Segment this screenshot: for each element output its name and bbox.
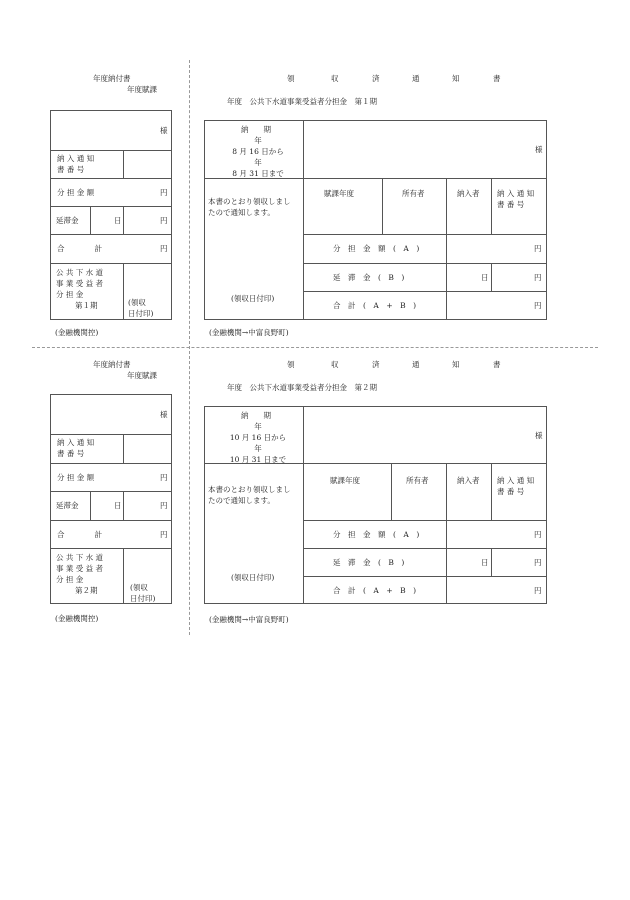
row-share-yen: 円 — [534, 530, 542, 539]
stub-delay-label: 延滞金 — [56, 216, 79, 225]
stub-project-label: 公 共 下 水 道 事 業 受 益 者 分 担 金 — [56, 268, 104, 299]
notice-title-char: 収 — [331, 74, 339, 83]
stub-sama: 様 — [160, 410, 168, 419]
stub-delay-day: 日 — [114, 216, 122, 225]
stub-share-yen: 円 — [160, 473, 168, 482]
row-total-yen: 円 — [534, 586, 542, 595]
notice-deadline-label: 納 期 — [241, 125, 271, 134]
row-delay: 延 滞 金 ( B ) — [333, 273, 405, 282]
row-share-amount: 分 担 金 額 ( A ) — [333, 244, 420, 253]
stub-total-label: 合 計 — [57, 530, 102, 539]
notice-title-char: 知 — [452, 360, 460, 369]
notice-sama: 様 — [535, 145, 543, 154]
notice-footer: (金融機関→中富良野町) — [209, 328, 289, 337]
stub-notice-number-label: 納 入 通 知 書 番 号 — [57, 154, 95, 174]
stub-period-label: 第１期 — [75, 301, 98, 310]
stub-receipt-stamp-label: (領収 日付印) — [130, 583, 156, 603]
col-payer: 納入者 — [457, 189, 480, 198]
row-delay: 延 滞 金 ( B ) — [333, 558, 405, 567]
row-share-amount: 分 担 金 額 ( A ) — [333, 530, 420, 539]
col-fiscal-year: 賦課年度 — [330, 476, 360, 485]
stub-delay-yen: 円 — [160, 216, 168, 225]
notice-title-char: 領 — [287, 74, 295, 83]
notice-title-char: 通 — [412, 360, 420, 369]
notice-subtitle: 年度 公共下水道事業受益者分担金 第１期 — [227, 97, 377, 106]
notice-sama: 様 — [535, 431, 543, 440]
notice-title-char: 通 — [412, 74, 420, 83]
receipt-2 — [0, 286, 630, 631]
notice-deadline-text: 年 8 月 16 日から 年 8 月 31 日まで — [232, 136, 284, 178]
notice-deadline-text: 年 10 月 16 日から 年 10 月 31 日まで — [229, 422, 287, 464]
stub-title-levy-year: 年度賦課 — [127, 85, 157, 94]
col-fiscal-year: 賦課年度 — [324, 189, 354, 198]
row-total: 合 計 ( A + B ) — [333, 586, 417, 595]
stub-delay-label: 延滞金 — [56, 501, 79, 510]
stub-sama: 様 — [160, 126, 168, 135]
row-delay-yen: 円 — [534, 273, 542, 282]
stub-total-yen: 円 — [160, 530, 168, 539]
notice-deadline-label: 納 期 — [241, 411, 271, 420]
stub-title-levy-year: 年度賦課 — [127, 371, 157, 380]
notice-title-char: 書 — [493, 74, 501, 83]
stub-delay-day: 日 — [114, 501, 122, 510]
stub-total-label: 合 計 — [57, 244, 102, 253]
row-delay-yen: 円 — [534, 558, 542, 567]
notice-title-char: 済 — [372, 360, 380, 369]
stub-project-label: 公 共 下 水 道 事 業 受 益 者 分 担 金 — [56, 553, 104, 584]
notice-title-char: 領 — [287, 360, 295, 369]
notice-title-char: 書 — [493, 360, 501, 369]
col-notice-number: 納 入 通 知 書 番 号 — [497, 476, 535, 496]
row-share-yen: 円 — [534, 244, 542, 253]
notice-receipt-stamp-label: (領収日付印) — [231, 294, 275, 303]
notice-message: 本書のとおり領収しまし たので通知します。 — [208, 197, 291, 217]
col-owner: 所有者 — [406, 476, 429, 485]
row-total-yen: 円 — [534, 301, 542, 310]
col-owner: 所有者 — [402, 189, 425, 198]
notice-title-char: 済 — [372, 74, 380, 83]
stub-footer: (金融機関控) — [55, 328, 99, 337]
notice-subtitle: 年度 公共下水道事業受益者分担金 第２期 — [227, 383, 377, 392]
stub-share-amount-label: 分 担 金 額 — [57, 473, 95, 482]
stub-share-amount-label: 分 担 金 額 — [57, 188, 95, 197]
notice-title-char: 収 — [331, 360, 339, 369]
stub-period-label: 第２期 — [75, 586, 98, 595]
notice-message: 本書のとおり領収しまし たので通知します。 — [208, 485, 291, 505]
stub-receipt-stamp-label: (領収 日付印) — [128, 298, 154, 318]
stub-notice-number-label: 納 入 通 知 書 番 号 — [57, 438, 95, 458]
stub-title-fiscal-year: 年度納付書 — [93, 360, 131, 369]
notice-title-char: 知 — [452, 74, 460, 83]
notice-receipt-stamp-label: (領収日付印) — [231, 573, 275, 582]
stub-total-yen: 円 — [160, 244, 168, 253]
stub-footer: (金融機関控) — [55, 614, 99, 623]
col-notice-number: 納 入 通 知 書 番 号 — [497, 189, 535, 209]
row-total: 合 計 ( A + B ) — [333, 301, 417, 310]
stub-share-yen: 円 — [160, 188, 168, 197]
stub-delay-yen: 円 — [160, 501, 168, 510]
row-delay-day: 日 — [481, 273, 489, 282]
row-delay-day: 日 — [481, 558, 489, 567]
notice-footer: (金融機関→中富良野町) — [209, 615, 289, 624]
stub-title-fiscal-year: 年度納付書 — [93, 74, 131, 83]
col-payer: 納入者 — [457, 476, 480, 485]
